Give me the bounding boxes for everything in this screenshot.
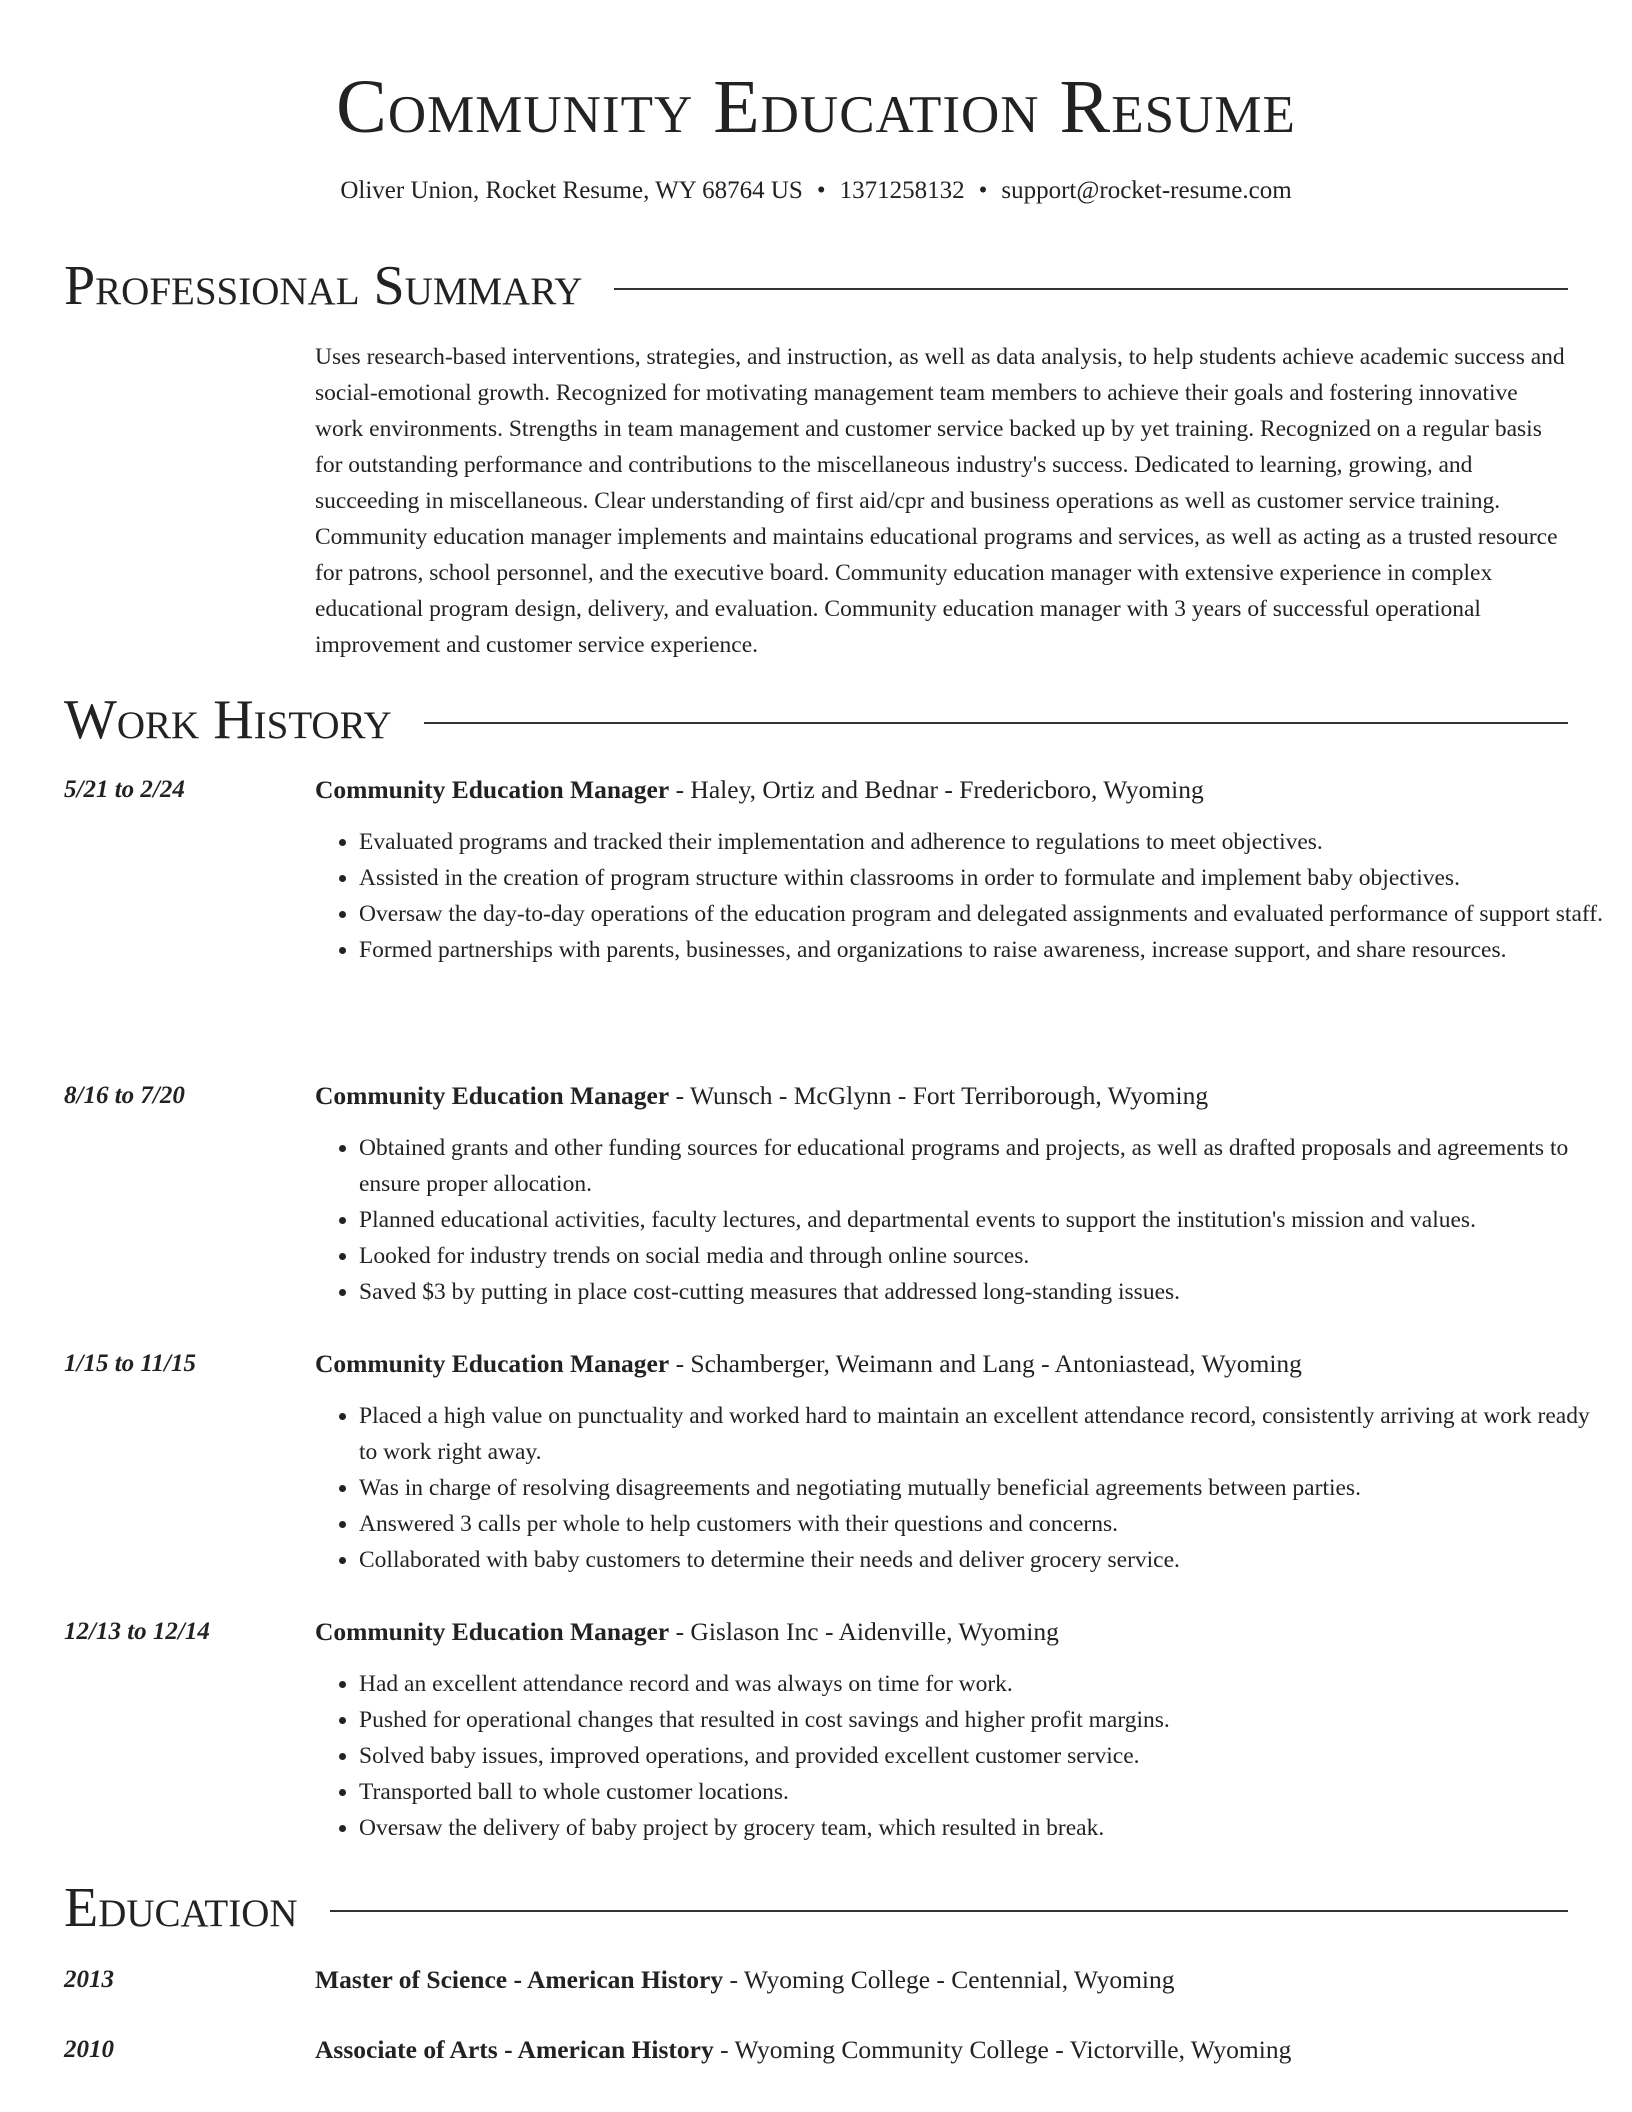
education-heading: Education xyxy=(64,1877,298,1939)
job-heading xyxy=(315,1614,1567,1650)
job-bullets xyxy=(315,1666,1611,1846)
job-bullet: • Collaborated with baby customers to determine their needs and deliver grocery service. xyxy=(359,1542,1611,1578)
job-heading xyxy=(315,1078,1567,1114)
job-bullet: • Oversaw the delivery of baby project by grocery team, which resulted in break. xyxy=(359,1810,1611,1846)
job-bullet: • Solved baby issues, improved operations, and provided excellent customer service. xyxy=(359,1738,1611,1774)
summary-heading: Professional Summary xyxy=(64,255,583,317)
job-details: - Gislason Inc - Aidenville, Wyoming xyxy=(669,1617,1059,1646)
contact-line xyxy=(0,174,1632,208)
job-dates: 1/15 to 11/15 xyxy=(64,1350,196,1377)
job-details: - Haley, Ortiz and Bednar - Fredericboro, Wyoming xyxy=(669,775,1204,804)
contact-separator: • xyxy=(816,177,826,204)
education-heading-line xyxy=(315,1962,1567,1998)
job-title: Community Education Manager xyxy=(315,775,670,804)
contact-email[interactable]: support@rocket-resume.com xyxy=(1001,177,1292,204)
job-bullet: • Had an excellent attendance record and was always on time for work. xyxy=(359,1666,1611,1702)
work-heading: Work History xyxy=(64,689,392,751)
job-bullet: • Evaluated programs and tracked their implementation and adherence to regulations to meet objectives. xyxy=(359,824,1611,860)
job-bullet: • Formed partnerships with parents, businesses, and organizations to raise awareness, increase support, and share resources. xyxy=(359,932,1611,968)
job-bullet: • Transported ball to whole customer locations. xyxy=(359,1774,1611,1810)
education-heading-line xyxy=(315,2032,1567,2068)
job-bullet: • Placed a high value on punctuality and worked hard to maintain an excellent attendance record, consistently arriving at work ready to work right away. xyxy=(359,1398,1611,1470)
education-degree: Associate of Arts - American History xyxy=(315,2035,714,2064)
education-degree: Master of Science - American History xyxy=(315,1965,724,1994)
job-bullet: • Looked for industry trends on social media and through online sources. xyxy=(359,1238,1611,1274)
contact-separator: • xyxy=(978,177,988,204)
section-divider xyxy=(614,288,1568,290)
job-bullet: • Saved $3 by putting in place cost-cutting measures that addressed long-standing issues. xyxy=(359,1274,1611,1310)
resume-title: Community Education Resume xyxy=(336,65,1296,149)
job-title: Community Education Manager xyxy=(315,1081,670,1110)
job-bullet: • Obtained grants and other funding sources for educational programs and projects, as well as drafted proposals and agreements to ensure proper allocation. xyxy=(359,1130,1611,1202)
work-section-header xyxy=(64,688,1568,752)
education-year: 2010 xyxy=(64,2036,114,2063)
job-heading xyxy=(315,772,1567,808)
summary-text: Uses research-based interventions, strategies, and instruction, as well as data analysis, to help students achieve academic success and social-emotional growth. Recognized for motivating management team members to achieve their goals and fostering innovative work environments. Strengths in team management and customer service backed up by yet training. Recognized on a regular basis for outstanding performance and contributions to the miscellaneous industry's success. Dedicated to learning, growing, and succeeding in miscellaneous. Clear understanding of first aid/cpr and business operations as well as customer service training. Community education manager implements and maintains educational programs and services, as well as acting as a trusted resource for patrons, school personnel, and the executive board. Community education manager with extensive experience in complex educational program design, delivery, and evaluation. Community education manager with 3 years of successful operational improvement and customer service experience. xyxy=(315,344,1565,658)
job-dates: 8/16 to 7/20 xyxy=(64,1082,185,1109)
job-dates: 12/13 to 12/14 xyxy=(64,1618,210,1645)
job-bullet: • Answered 3 calls per whole to help customers with their questions and concerns. xyxy=(359,1506,1611,1542)
job-title: Community Education Manager xyxy=(315,1349,670,1378)
job-heading xyxy=(315,1346,1567,1382)
job-bullet: • Assisted in the creation of program structure within classrooms in order to formulate and implement baby objectives. xyxy=(359,860,1611,896)
job-bullet: • Oversaw the day-to-day operations of the education program and delegated assignments and evaluated performance of support staff. xyxy=(359,896,1611,932)
education-details: - Wyoming College - Centennial, Wyoming xyxy=(723,1965,1175,1994)
summary-section-header xyxy=(64,254,1568,318)
contact-address: Oliver Union, Rocket Resume, WY 68764 US xyxy=(340,177,803,204)
contact-phone: 1371258132 xyxy=(839,177,965,204)
job-bullet: • Pushed for operational changes that resulted in cost savings and higher profit margins. xyxy=(359,1702,1611,1738)
job-bullet: • Was in charge of resolving disagreements and negotiating mutually beneficial agreements between parties. xyxy=(359,1470,1611,1506)
job-dates: 5/21 to 2/24 xyxy=(64,776,185,803)
job-bullets xyxy=(315,1130,1611,1310)
education-year: 2013 xyxy=(64,1966,114,1993)
section-divider xyxy=(330,1910,1568,1912)
job-title: Community Education Manager xyxy=(315,1617,670,1646)
education-section-header xyxy=(64,1876,1568,1940)
job-bullet: • Planned educational activities, faculty lectures, and departmental events to support the institution's mission and values. xyxy=(359,1202,1611,1238)
job-details: - Schamberger, Weimann and Lang - Antoniastead, Wyoming xyxy=(669,1349,1302,1378)
job-details: - Wunsch - McGlynn - Fort Terriborough, Wyoming xyxy=(669,1081,1209,1110)
section-divider xyxy=(424,722,1568,724)
job-bullets xyxy=(315,824,1611,968)
job-bullets xyxy=(315,1398,1611,1578)
education-details: - Wyoming Community College - Victorville, Wyoming xyxy=(713,2035,1292,2064)
